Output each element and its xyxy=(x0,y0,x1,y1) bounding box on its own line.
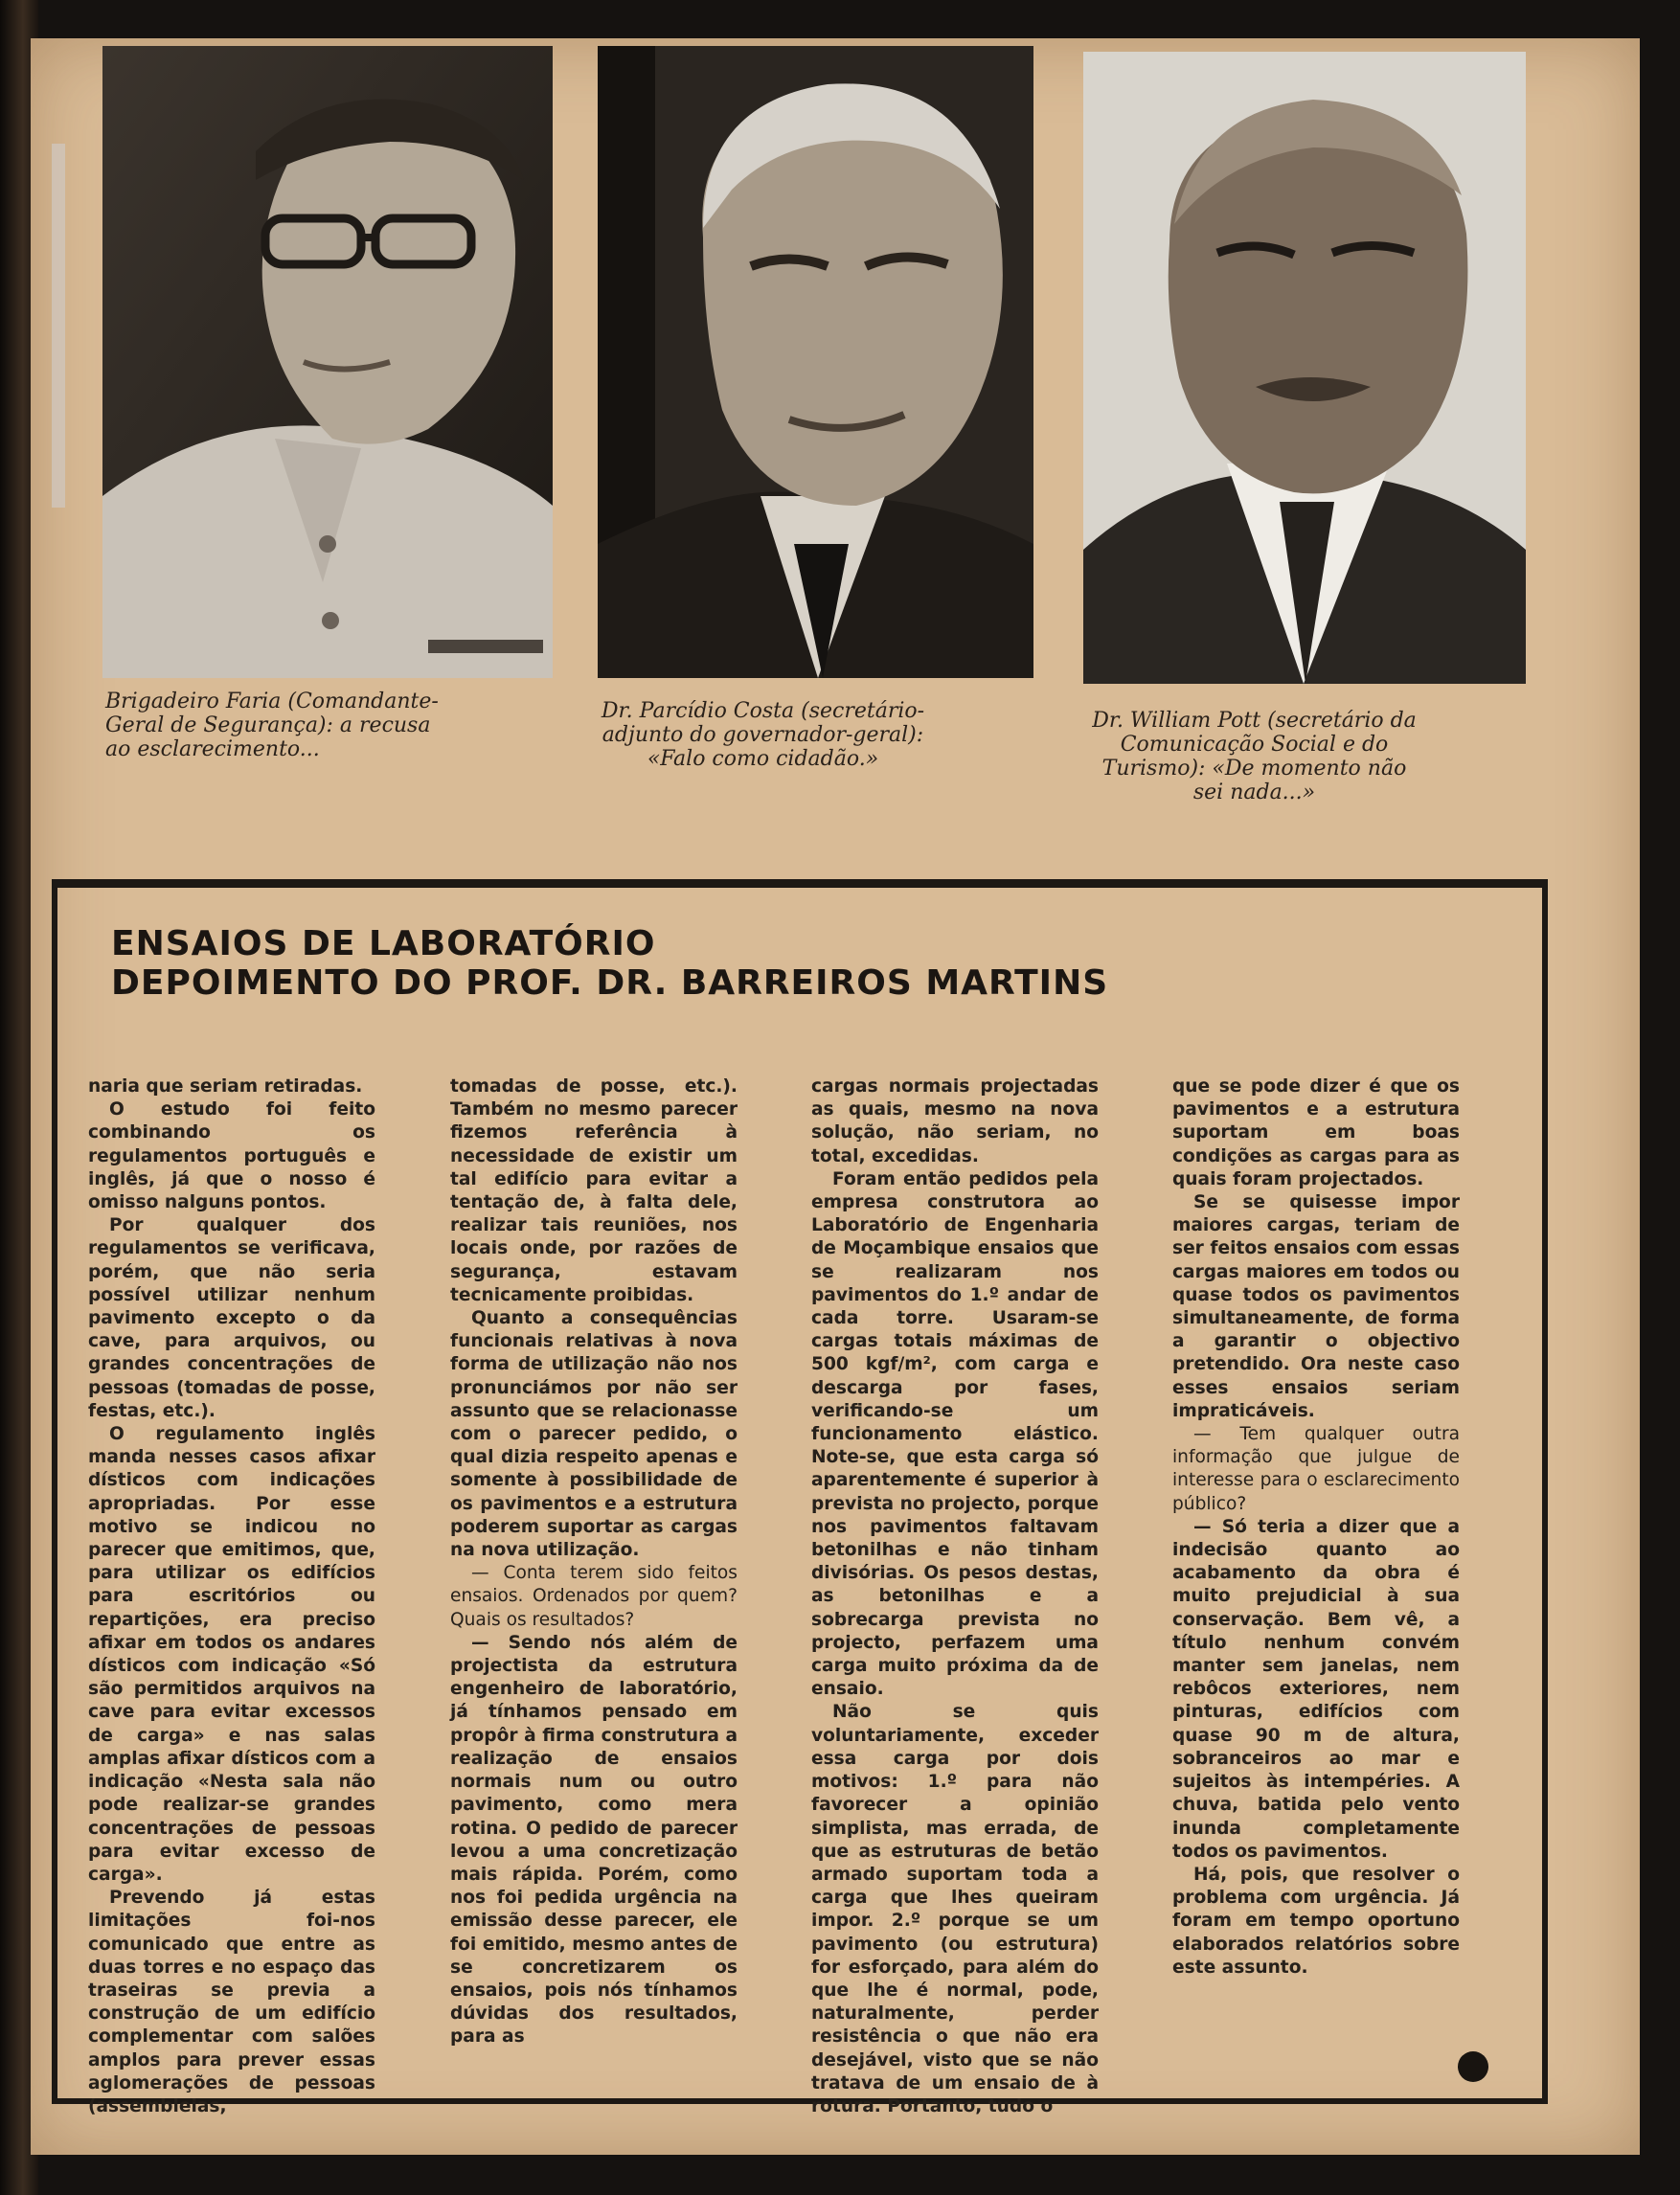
caption-brigadeiro-faria: Brigadeiro Faria (Comandante-Geral de Segurança): a recusa ao esclarecimento... xyxy=(105,690,439,761)
photo-parcidio-costa xyxy=(598,46,1033,678)
caption-parcidio-costa: Dr. Parcídio Costa (secretário-adjunto do governador-geral): «Falo como cidadão.» xyxy=(601,699,925,771)
article-paragraph: Foram então pedidos pela empresa construtora ao Laboratório de Engenharia de Moçambique ensaios que se realizaram nos pavimentos do 1.º andar de cada torre. Usaram-se cargas totais máximas de 500 kgf/m², com carga e descarga por fases, verificando-se um funcionamento elástico. Note-se, que esta carga só aparentemente é superior à prevista no projecto, porque nos pavimentos faltavam betonilhas e não tinham divisórias. Os pesos destas, as betonilhas e a sobrecarga prevista no projecto, perfazem uma carga muito próxima da de ensaio. xyxy=(811,1168,1099,1700)
article-paragraph: O estudo foi feito combinando os regulamentos português e inglês, já que o nosso é omisso nalguns pontos. xyxy=(88,1099,375,1213)
article-column-4 xyxy=(1172,1075,1460,2081)
article-paragraph: — Só teria a dizer que a indecisão quanto ao acabamento da obra é muito prejudicial à sua conservação. Bem vê, a título nenhum convém manter sem janelas, nem rebôcos exteriores, nem pinturas, edifícios com quase 90 m de altura, sobranceiros ao mar e sujeitos às intempéries. A chuva, batida pelo vento inunda completamente todos os pavimentos. xyxy=(1172,1516,1460,1862)
article-paragraph: tomadas de posse, etc.). Também no mesmo parecer fizemos referência à necessidade de existir um tal edifício para evitar a tentação de, à falta dele, realizar tais reuniões, nos locais onde, por razões de segurança, estavam tecnicamente proibidas. xyxy=(450,1076,738,1305)
caption-william-pott: Dr. William Pott (secretário da Comunicação Social e do Turismo): «De momento não sei nada...» xyxy=(1092,709,1417,804)
headline-line-2: DEPOIMENTO DO PROF. DR. BARREIROS MARTINS xyxy=(111,963,1109,1003)
headline-line-1: ENSAIOS DE LABORATÓRIO xyxy=(111,924,656,963)
photo-brigadeiro-faria xyxy=(102,46,553,678)
article-paragraph: — Tem qualquer outra informação que julgue de interesse para o esclarecimento público? xyxy=(1172,1424,1460,1514)
article-paragraph: Quanto a consequências funcionais relativas à nova forma de utilização não nos pronunciámos por não ser assunto que se relacionasse com o parecer pedido, o qual dizia respeito apenas e somente à possibilidade de os pavimentos e a estrutura poderem suportar as cargas na nova utilização. xyxy=(450,1308,738,1561)
article-paragraph: O regulamento inglês manda nesses casos afixar dísticos com indicações apropriadas. Por esse motivo se indicou no parecer que emitimos, que, para utilizar os edifícios para escritórios ou repartições, era preciso afixar em todos os andares dísticos com indicação «Só são permitidos arquivos na cave para evitar excessos de carga» e nas salas amplas afixar dísticos com a indicação «Nesta sala não pode realizar-se grandes concentrações de pessoas para evitar excesso de carga». xyxy=(88,1424,375,1885)
article-column-2 xyxy=(450,1075,738,2081)
article-paragraph: Não se quis voluntariamente, exceder essa carga por dois motivos: 1.º para não favorecer a opinião simplista, mas errada, de que as estruturas de betão armado suportam toda a carga que lhes queiram impor. 2.º porque se um pavimento (ou estrutura) for esforçado, para além do que lhe é normal, pode, naturalmente, perder resistência o que não era desejável, visto que se não tratava de um ensaio de à rotura. Portanto, tudo o xyxy=(811,1702,1099,2116)
photo-william-pott xyxy=(1083,52,1526,684)
article-paragraph: naria que seriam retiradas. xyxy=(88,1076,363,1097)
article-paragraph: Há, pois, que resolver o problema com urgência. Já foram em tempo oportuno elaborados relatórios sobre este assunto. xyxy=(1172,1864,1460,1978)
article-paragraph: Por qualquer dos regulamentos se verificava, porém, que não seria possível utilizar nenhum pavimento excepto o da cave, para arquivos, ou grandes concentrações de pessoas (tomadas de posse, festas, etc.). xyxy=(88,1215,375,1421)
article-column-1 xyxy=(88,1075,375,2116)
article-paragraph: Prevendo já estas limitações foi-nos comunicado que entre as duas torres e no espaço das traseiras se previa a construção de um edifício complementar com salões amplos para prever essas aglomerações de pessoas (assembleias, xyxy=(88,1888,375,2116)
binding-tape xyxy=(52,144,65,508)
article-paragraph: — Conta terem sido feitos ensaios. Ordenados por quem? Quais os resultados? xyxy=(450,1563,738,1630)
article-column-3 xyxy=(811,1075,1099,2116)
portrait-man-suit-tie-icon xyxy=(1083,52,1526,684)
portrait-man-glasses-uniform-icon xyxy=(102,46,553,678)
article-paragraph: — Sendo nós além de projectista da estrutura engenheiro de laboratório, já tínhamos pensado em propôr à firma construtura a realização de ensaios normais num ou outro pavimento, como mera rotina. O pedido de parecer levou a uma concretização mais rápida. Porém, como nos foi pedida urgência na emissão desse parecer, ele foi emitido, mesmo antes de se concretizarem os ensaios, pois nós tínhamos dúvidas dos resultados, para as xyxy=(450,1632,738,2048)
article-paragraph: cargas normais projectadas as quais, mesmo na nova solução, não seriam, no total, excedidas. xyxy=(811,1076,1099,1166)
article-paragraph: Se se quisesse impor maiores cargas, teriam de ser feitos ensaios com essas cargas maiores em todos ou quase todos os pavimentos simultaneamente, de forma a garantir o objectivo pretendido. Ora neste caso esses ensaios seriam impraticáveis. xyxy=(1172,1192,1460,1421)
magazine-page xyxy=(31,38,1640,2155)
end-of-article-mark xyxy=(1458,2051,1488,2082)
portrait-man-suit-icon xyxy=(598,46,1033,678)
article-paragraph: que se pode dizer é que os pavimentos e a estrutura suportam em boas condições as cargas para as quais foram projectados. xyxy=(1172,1076,1460,1189)
